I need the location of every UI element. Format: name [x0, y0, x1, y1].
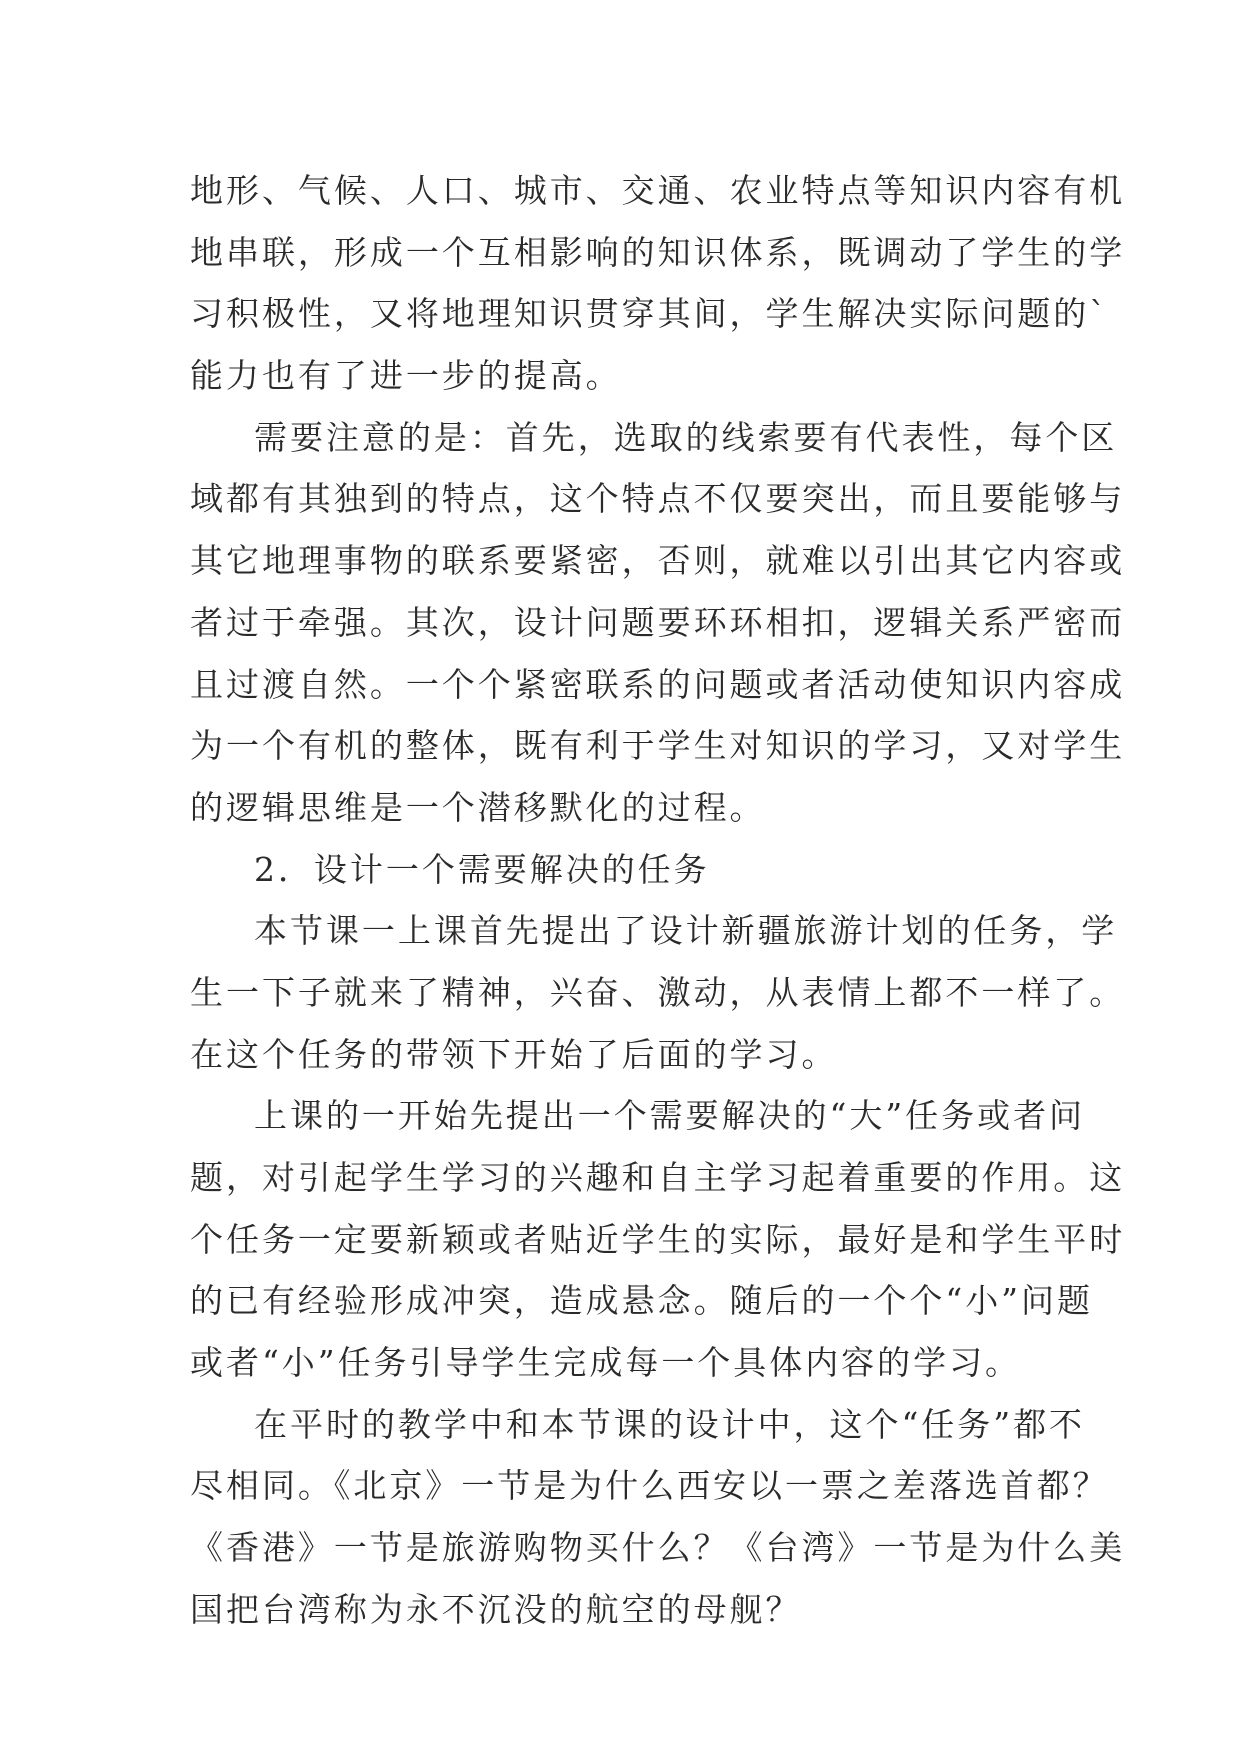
text-line: 地形、气候、人口、城市、交通、农业特点等知识内容有机	[190, 171, 1126, 210]
text-line: 地串联，形成一个互相影响的知识体系，既调动了学生的学	[190, 232, 1126, 272]
text-line: 《香港》一节是旅游购物买什么？《台湾》一节是为什么美	[190, 1528, 1126, 1568]
text-line: 且过渡自然。一个个紧密联系的问题或者活动使知识内容成	[190, 664, 1126, 704]
section-heading: 2．设计一个需要解决的任务	[254, 849, 710, 889]
text-line: 尽相同。《北京》一节是为什么西安以一票之差落选首都？	[190, 1466, 1109, 1506]
text-line: 习积极性，又将地理知识贯穿其间，学生解决实际问题的`	[190, 294, 1109, 334]
text-line: 能力也有了进一步的提高。	[190, 356, 622, 396]
text-line: 者过于牵强。其次，设计问题要环环相扣，逻辑关系严密而	[190, 602, 1126, 642]
text-line: 生一下子就来了精神，兴奋、激动，从表情上都不一样了。	[190, 972, 1126, 1012]
text-line: 上课的一开始先提出一个需要解决的“大”任务或者问	[254, 1096, 1086, 1136]
text-line: 的逻辑思维是一个潜移默化的过程。	[190, 787, 766, 827]
text-line: 的已有经验形成冲突，造成悬念。随后的一个个“小”问题	[190, 1281, 1093, 1321]
text-line: 本节课一上课首先提出了设计新疆旅游计划的任务，学	[254, 911, 1118, 951]
text-line: 需要注意的是：首先，选取的线索要有代表性，每个区	[254, 417, 1118, 457]
text-line: 个任务一定要新颖或者贴近学生的实际，最好是和学生平时	[190, 1219, 1126, 1259]
text-line: 在平时的教学中和本节课的设计中，这个“任务”都不	[254, 1404, 1086, 1444]
text-line: 在这个任务的带领下开始了后面的学习。	[190, 1034, 838, 1074]
text-line: 国把台湾称为永不沉没的航空的母舰？	[190, 1589, 802, 1629]
body-text	[190, 160, 1126, 1641]
text-line: 题，对引起学生学习的兴趣和自主学习起着重要的作用。这	[190, 1158, 1126, 1197]
text-line: 其它地理事物的联系要紧密，否则，就难以引出其它内容或	[190, 541, 1126, 581]
text-line: 域都有其独到的特点，这个特点不仅要突出，而且要能够与	[190, 479, 1126, 519]
text-line: 或者“小”任务引导学生完成每一个具体内容的学习。	[190, 1343, 1022, 1383]
text-line: 为一个有机的整体，既有利于学生对知识的学习，又对学生	[190, 726, 1126, 766]
